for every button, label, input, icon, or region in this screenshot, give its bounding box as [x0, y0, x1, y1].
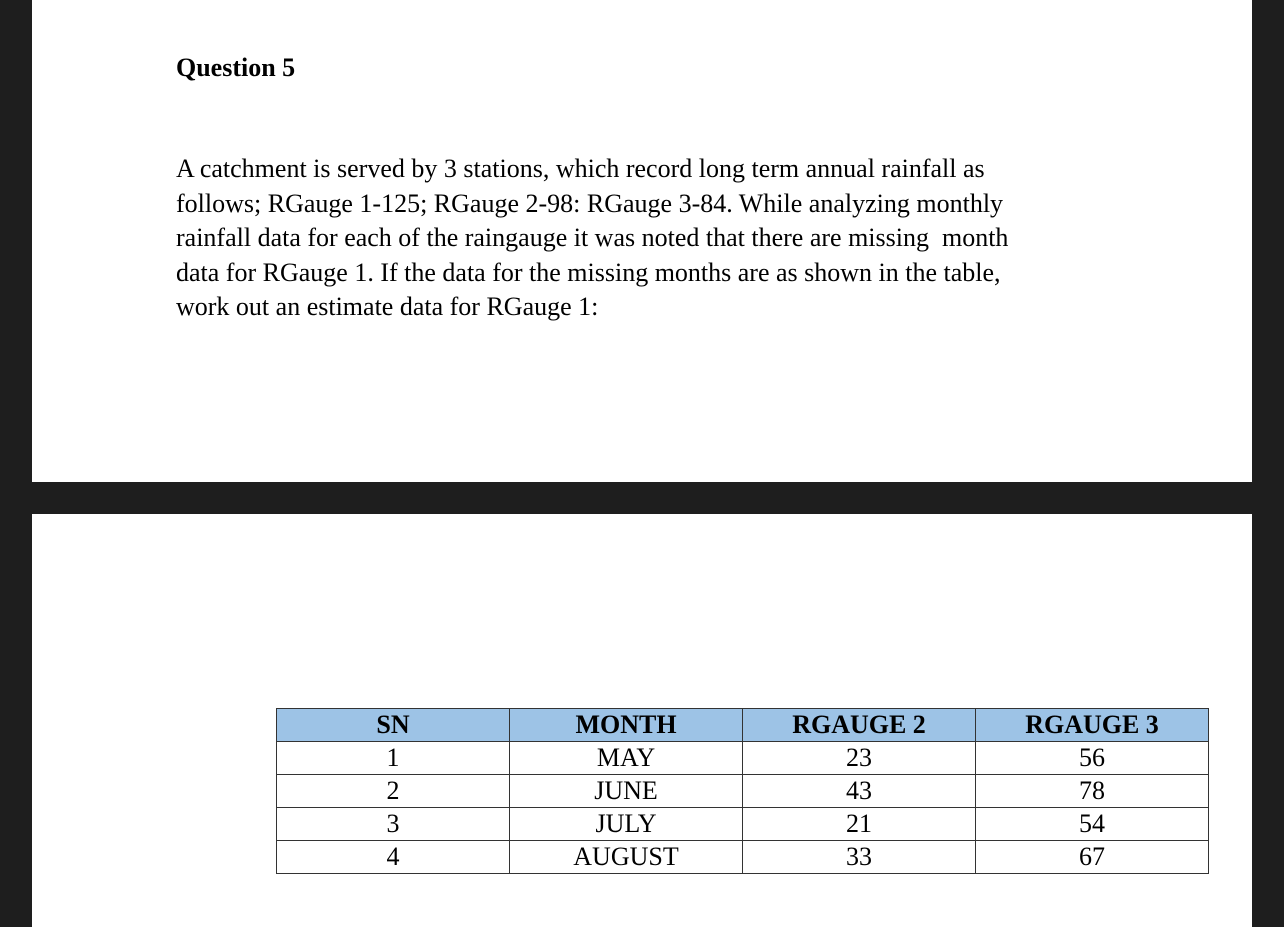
- cell-rgauge-3: 54: [976, 808, 1209, 841]
- document-page-2: [32, 514, 1252, 927]
- cell-rgauge-3: 56: [976, 742, 1209, 775]
- header-rgauge-3: RGAUGE 3: [976, 709, 1209, 742]
- cell-month: JULY: [510, 808, 743, 841]
- cell-rgauge-2: 23: [743, 742, 976, 775]
- header-sn: SN: [277, 709, 510, 742]
- document-page-1: [32, 0, 1252, 482]
- cell-month: AUGUST: [510, 841, 743, 874]
- rainfall-table: [276, 708, 1209, 874]
- table-row: [277, 808, 1209, 841]
- table-row: [277, 742, 1209, 775]
- cell-sn: 1: [277, 742, 510, 775]
- cell-month: MAY: [510, 742, 743, 775]
- question-title: Question 5: [176, 53, 296, 82]
- question-line: A catchment is served by 3 stations, which record long term annual rainfall as: [176, 154, 985, 183]
- cell-sn: 2: [277, 775, 510, 808]
- cell-rgauge-3: 67: [976, 841, 1209, 874]
- header-rgauge-2: RGAUGE 2: [743, 709, 976, 742]
- cell-rgauge-2: 43: [743, 775, 976, 808]
- table-row: [277, 841, 1209, 874]
- question-text: [176, 152, 1086, 325]
- cell-sn: 4: [277, 841, 510, 874]
- header-month: MONTH: [510, 709, 743, 742]
- question-line: data for RGauge 1. If the data for the missing months are as shown in the table,: [176, 257, 1001, 287]
- question-line: work out an estimate data for RGauge 1:: [176, 292, 599, 322]
- cell-sn: 3: [277, 808, 510, 841]
- cell-month: JUNE: [510, 775, 743, 808]
- cell-rgauge-2: 21: [743, 808, 976, 841]
- question-line: follows; RGauge 1-125; RGauge 2-98: RGauge 3-84. While analyzing monthly: [176, 188, 1004, 218]
- question-line: rainfall data for each of the raingauge it was noted that there are missing month: [176, 223, 1009, 253]
- cell-rgauge-3: 78: [976, 775, 1209, 808]
- cell-rgauge-2: 33: [743, 841, 976, 874]
- table-header-row: [277, 709, 1209, 742]
- table-row: [277, 775, 1209, 808]
